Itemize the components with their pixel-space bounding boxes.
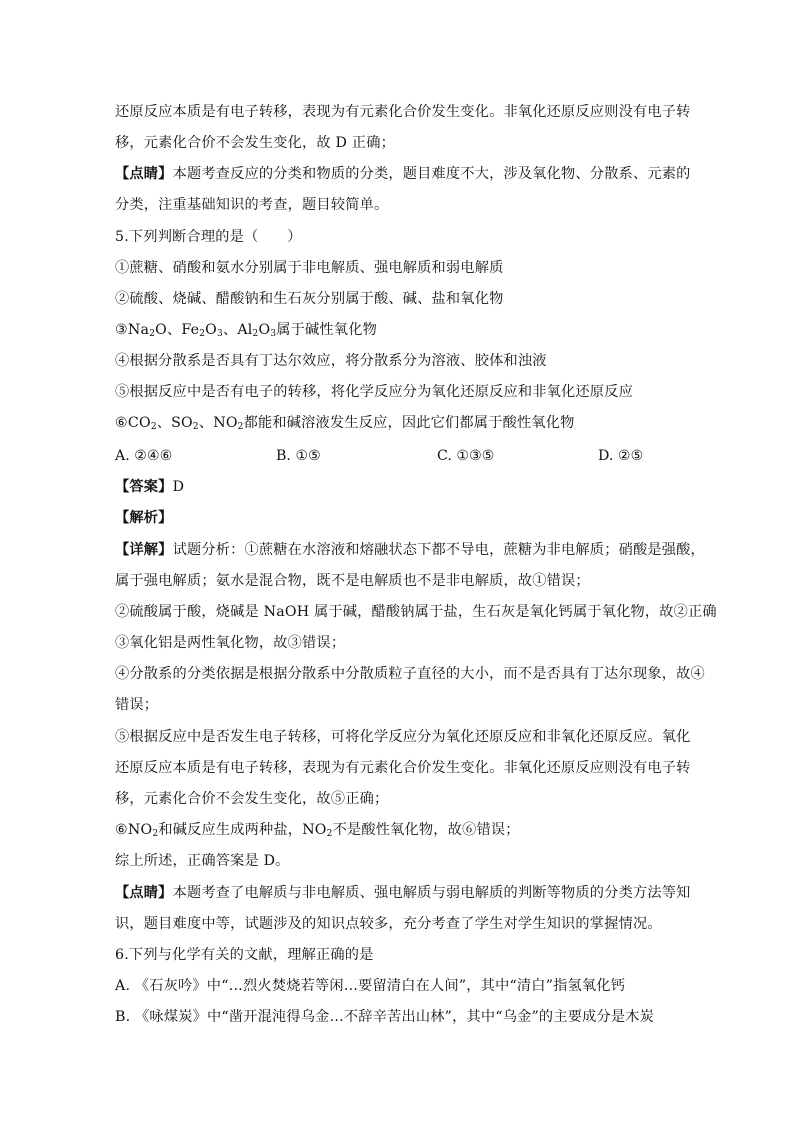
detail-line-1 [115,540,705,560]
s6-part: ⑥CO [115,415,151,431]
detail-line-3: ②硫酸属于酸，烧碱是 NaOH 属于碱，醋酸钠属于盐，生石灰是氧化钙属于氧化物，故②正确 [115,604,717,620]
s3-part: O、Fe [155,322,200,338]
tip-1-line-1 [115,164,691,184]
s6-sub: 2 [150,422,157,432]
detail-line-7: ⑤根据反应中是否发生电子转移，可将化学反应分为氧化还原反应和非氧化还原反应。氧化 [115,729,691,745]
tip-2-line-2: 识，题目难度中等，试题涉及的知识点较多，充分考查了学生对学生知识的掌握情况。 [115,916,662,932]
s3-part: ③Na [115,322,150,338]
question-6-option-a: A. 《石灰吟》中“…烈火焚烧若等闲…要留清白在人间”，其中“清白”指氢氧化钙 [115,978,626,994]
s3-sub: 2 [149,329,156,339]
s3-part: O [258,322,271,338]
option-b: B. ①⑤ [276,448,321,464]
statement-3 [115,320,377,340]
answer-line [115,477,184,497]
answer-tag: 【答案】 [115,479,173,495]
detail-line-5: ④分散系的分类依据是根据分散系中分散质粒子直径的大小，而不是否具有丁达尔现象，故④ [115,666,705,682]
statement-2: ②硫酸、烧碱、醋酸钠和生石灰分别属于酸、碱、盐和氧化物 [115,291,504,307]
l10-sub: 2 [152,829,159,839]
s6-part: 、NO [198,415,238,431]
tip-2-line-1 [115,883,691,903]
statement-4: ④根据分散系是否具有丁达尔效应，将分散系分为溶液、胶体和浊液 [115,353,547,369]
option-a: A. ②④⑥ [115,448,173,464]
detail-line-11: 综上所述，正确答案是 D。 [115,853,290,869]
detail-line-4: ③氧化铝是两性氧化物，故③错误； [115,635,346,651]
tip-1-line-2: 分类，注重基础知识的考查，题目较简单。 [115,197,389,213]
statement-1: ①蔗糖、硝酸和氨水分别属于非电解质、强电解质和弱电解质 [115,260,504,276]
l10-part: ⑥NO [115,822,153,838]
s3-sub: 3 [270,329,277,339]
tip-2-text: 本题考查了电解质与非电解质、强电解质与弱电解质的判断等物质的分类方法等知 [172,885,691,901]
detail-text: 试题分析：①蔗糖在水溶液和熔融状态下都不导电，蔗糖为非电解质；硝酸是强酸， [172,542,705,558]
detail-line-9: 移，元素化合价不会发生变化，故⑤正确； [115,791,389,807]
question-6-stem: 6.下列与化学有关的文献，理解正确的是 [115,947,374,963]
detail-line-8: 还原反应本质是有电子转移，表现为有元素化合价发生变化。非氧化还原反应则没有电子转 [115,760,691,776]
tip-2-tag: 【点睛】 [115,885,173,901]
statement-5: ⑤根据反应中是否有电子的转移，将化学反应分为氧化还原反应和非氧化还原反应 [115,384,633,400]
s3-sub: 2 [199,329,206,339]
intro-line-1: 还原反应本质是有电子转移，表现为有元素化合价发生变化。非氧化还原反应则没有电子转 [115,104,691,120]
l10-part: 和碱反应生成两种盐，NO [158,822,327,838]
detail-line-2: 属于强电解质；氨水是混合物，既不是电解质也不是非电解质，故①错误； [115,573,590,589]
s3-sub: 3 [217,329,223,339]
detail-line-10 [115,820,520,840]
s3-part: O [205,322,218,338]
l10-part: 不是酸性氧化物，故⑥错误； [332,822,520,838]
l10-sub: 2 [326,829,333,839]
answer-value: D [172,479,185,495]
analysis-tag: 【解析】 [115,510,173,526]
detail-tag: 【详解】 [115,542,173,558]
s6-part: 都能和碱溶液发生反应，因此它们都属于酸性氧化物 [243,415,575,431]
statement-6 [115,413,575,433]
s3-sub: 2 [252,329,259,339]
s3-part: 、Al [222,322,253,338]
question-5-stem: 5.下列判断合理的是（ ） [115,229,302,245]
intro-line-2: 移，元素化合价不会发生变化，故 D 正确； [115,135,395,151]
s6-sub: 2 [237,422,244,432]
option-c: C. ①③⑤ [437,448,495,464]
s6-part: 、SO [156,415,193,431]
tip-1-text: 本题考查反应的分类和物质的分类，题目难度不大，涉及氧化物、分散系、元素的 [172,166,691,182]
s6-sub: 2 [192,422,199,432]
option-d: D. ②⑤ [598,448,644,464]
s3-part: 属于碱性氧化物 [276,322,377,338]
question-6-option-b: B. 《咏煤炭》中“凿开混沌得乌金…不辞辛苦出山林”，其中“乌金”的主要成分是木炭 [115,1009,655,1025]
detail-line-6: 错误； [115,697,159,713]
tip-1-tag: 【点睛】 [115,166,173,182]
